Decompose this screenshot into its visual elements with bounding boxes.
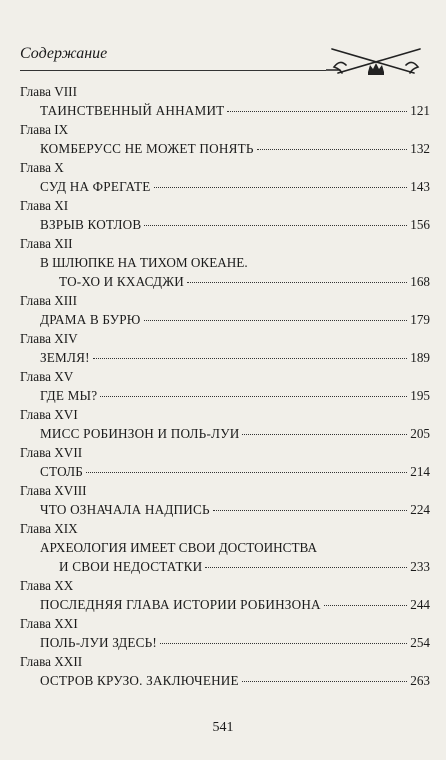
chapter-label: Глава X xyxy=(20,160,64,175)
dot-leader xyxy=(213,509,407,511)
chapter-title-line: В ШЛЮПКЕ НА ТИХОМ ОКЕАНЕ. xyxy=(40,255,248,270)
chapter-page-number: 254 xyxy=(410,635,430,650)
chapter-label: Глава XXII xyxy=(20,654,83,669)
chapter-label: Глава XIII xyxy=(20,293,77,308)
dot-leader xyxy=(144,319,408,321)
toc-entry[interactable] xyxy=(40,633,430,652)
chapter-title: МИСС РОБИНЗОН И ПОЛЬ-ЛУИ xyxy=(40,426,240,441)
chapter-page-number: 224 xyxy=(410,502,430,517)
chapter-label: Глава XX xyxy=(20,578,74,593)
chapter-label: Глава XVIII xyxy=(20,483,87,498)
toc-entry[interactable] xyxy=(40,386,430,405)
toc-row xyxy=(40,633,430,652)
chapter-page-number: 214 xyxy=(410,464,430,479)
toc-entry[interactable] xyxy=(40,671,430,690)
toc-row xyxy=(40,462,430,481)
chapter-label: Глава XV xyxy=(20,369,74,384)
dot-leader xyxy=(257,148,408,150)
chapter-page-number: 179 xyxy=(410,312,430,327)
chapter-label: Глава XII xyxy=(20,236,73,251)
toc-entry[interactable] xyxy=(40,310,430,329)
toc-row xyxy=(40,310,430,329)
toc-entry[interactable] xyxy=(40,101,430,120)
dot-leader xyxy=(242,680,407,682)
chapter-label: Глава XVI xyxy=(20,407,78,422)
chapter-title: ГДЕ МЫ? xyxy=(40,388,98,403)
dot-leader xyxy=(324,604,407,606)
header-title: Содержание xyxy=(20,45,108,62)
chapter-title: ПОЛЬ-ЛУИ ЗДЕСЬ! xyxy=(40,635,158,650)
toc-row xyxy=(40,101,430,120)
toc-row xyxy=(40,424,430,443)
toc-entry[interactable] xyxy=(40,253,430,291)
chapter-page-number: 244 xyxy=(410,597,430,612)
chapter-page-number: 195 xyxy=(410,388,430,403)
chapter-label: Глава IX xyxy=(20,122,69,137)
chapter-title: КОМБЕРУСС НЕ МОЖЕТ ПОНЯТЬ xyxy=(40,141,254,156)
crossed-swords-crown-emblem-icon xyxy=(326,38,426,78)
chapter-title: ТО-ХО И КХАСДЖИ xyxy=(59,274,184,289)
toc-entry[interactable] xyxy=(40,348,430,367)
chapter-title: СУД НА ФРЕГАТЕ xyxy=(40,179,151,194)
dot-leader xyxy=(242,433,407,435)
chapter-page-number: 189 xyxy=(410,350,430,365)
chapter-page-number: 121 xyxy=(410,103,430,118)
toc-row xyxy=(40,272,430,291)
toc-row xyxy=(40,595,430,614)
toc-row xyxy=(40,671,430,690)
chapter-label: Глава XI xyxy=(20,198,69,213)
toc-row xyxy=(40,386,430,405)
chapter-page-number: 263 xyxy=(410,673,430,688)
chapter-title: ОСТРОВ КРУЗО. ЗАКЛЮЧЕНИЕ xyxy=(40,673,239,688)
toc-row xyxy=(40,215,430,234)
dot-leader xyxy=(144,224,407,226)
dot-leader xyxy=(93,357,407,359)
chapter-label: Глава XIV xyxy=(20,331,78,346)
toc-entry[interactable] xyxy=(40,424,430,443)
chapter-page-number: 205 xyxy=(410,426,430,441)
chapter-title: ПОСЛЕДНЯЯ ГЛАВА ИСТОРИИ РОБИНЗОНА xyxy=(40,597,321,612)
toc-entry[interactable] xyxy=(40,595,430,614)
chapter-title: И СВОИ НЕДОСТАТКИ xyxy=(59,559,203,574)
chapter-label: Глава XVII xyxy=(20,445,83,460)
chapter-title: СТОЛБ xyxy=(40,464,84,479)
page-number: 541 xyxy=(212,720,234,735)
toc-row xyxy=(40,177,430,196)
toc-entry[interactable] xyxy=(40,538,430,576)
toc-entry[interactable] xyxy=(40,215,430,234)
chapter-page-number: 233 xyxy=(410,559,430,574)
dot-leader xyxy=(86,471,407,473)
dot-leader xyxy=(100,395,407,397)
dot-leader xyxy=(154,186,408,188)
chapter-page-number: 143 xyxy=(410,179,430,194)
toc-row xyxy=(40,348,430,367)
chapter-page-number: 156 xyxy=(410,217,430,232)
running-header xyxy=(20,38,426,78)
toc-row xyxy=(40,557,430,576)
toc-row xyxy=(40,139,430,158)
table-of-contents xyxy=(20,82,430,690)
chapter-label: Глава XIX xyxy=(20,521,78,536)
toc-entry[interactable] xyxy=(40,462,430,481)
chapter-label: Глава XXI xyxy=(20,616,78,631)
chapter-label: Глава VIII xyxy=(20,84,77,99)
dot-leader xyxy=(205,566,407,568)
chapter-title: ТАИНСТВЕННЫЙ АННАМИТ xyxy=(40,103,225,118)
chapter-page-number: 168 xyxy=(410,274,430,289)
chapter-title: ДРАМА В БУРЮ xyxy=(40,312,141,327)
toc-entry[interactable] xyxy=(40,500,430,519)
dot-leader xyxy=(227,110,407,112)
chapter-title-line: АРХЕОЛОГИЯ ИМЕЕТ СВОИ ДОСТОИНСТВА xyxy=(40,540,317,555)
header-rule xyxy=(20,70,326,71)
dot-leader xyxy=(160,642,407,644)
dot-leader xyxy=(187,281,407,283)
toc-entry[interactable] xyxy=(40,177,430,196)
chapter-page-number: 132 xyxy=(410,141,430,156)
chapter-title: ВЗРЫВ КОТЛОВ xyxy=(40,217,142,232)
chapter-title: ЗЕМЛЯ! xyxy=(40,350,90,365)
chapter-title: ЧТО ОЗНАЧАЛА НАДПИСЬ xyxy=(40,502,210,517)
toc-row xyxy=(40,500,430,519)
toc-entry[interactable] xyxy=(40,139,430,158)
